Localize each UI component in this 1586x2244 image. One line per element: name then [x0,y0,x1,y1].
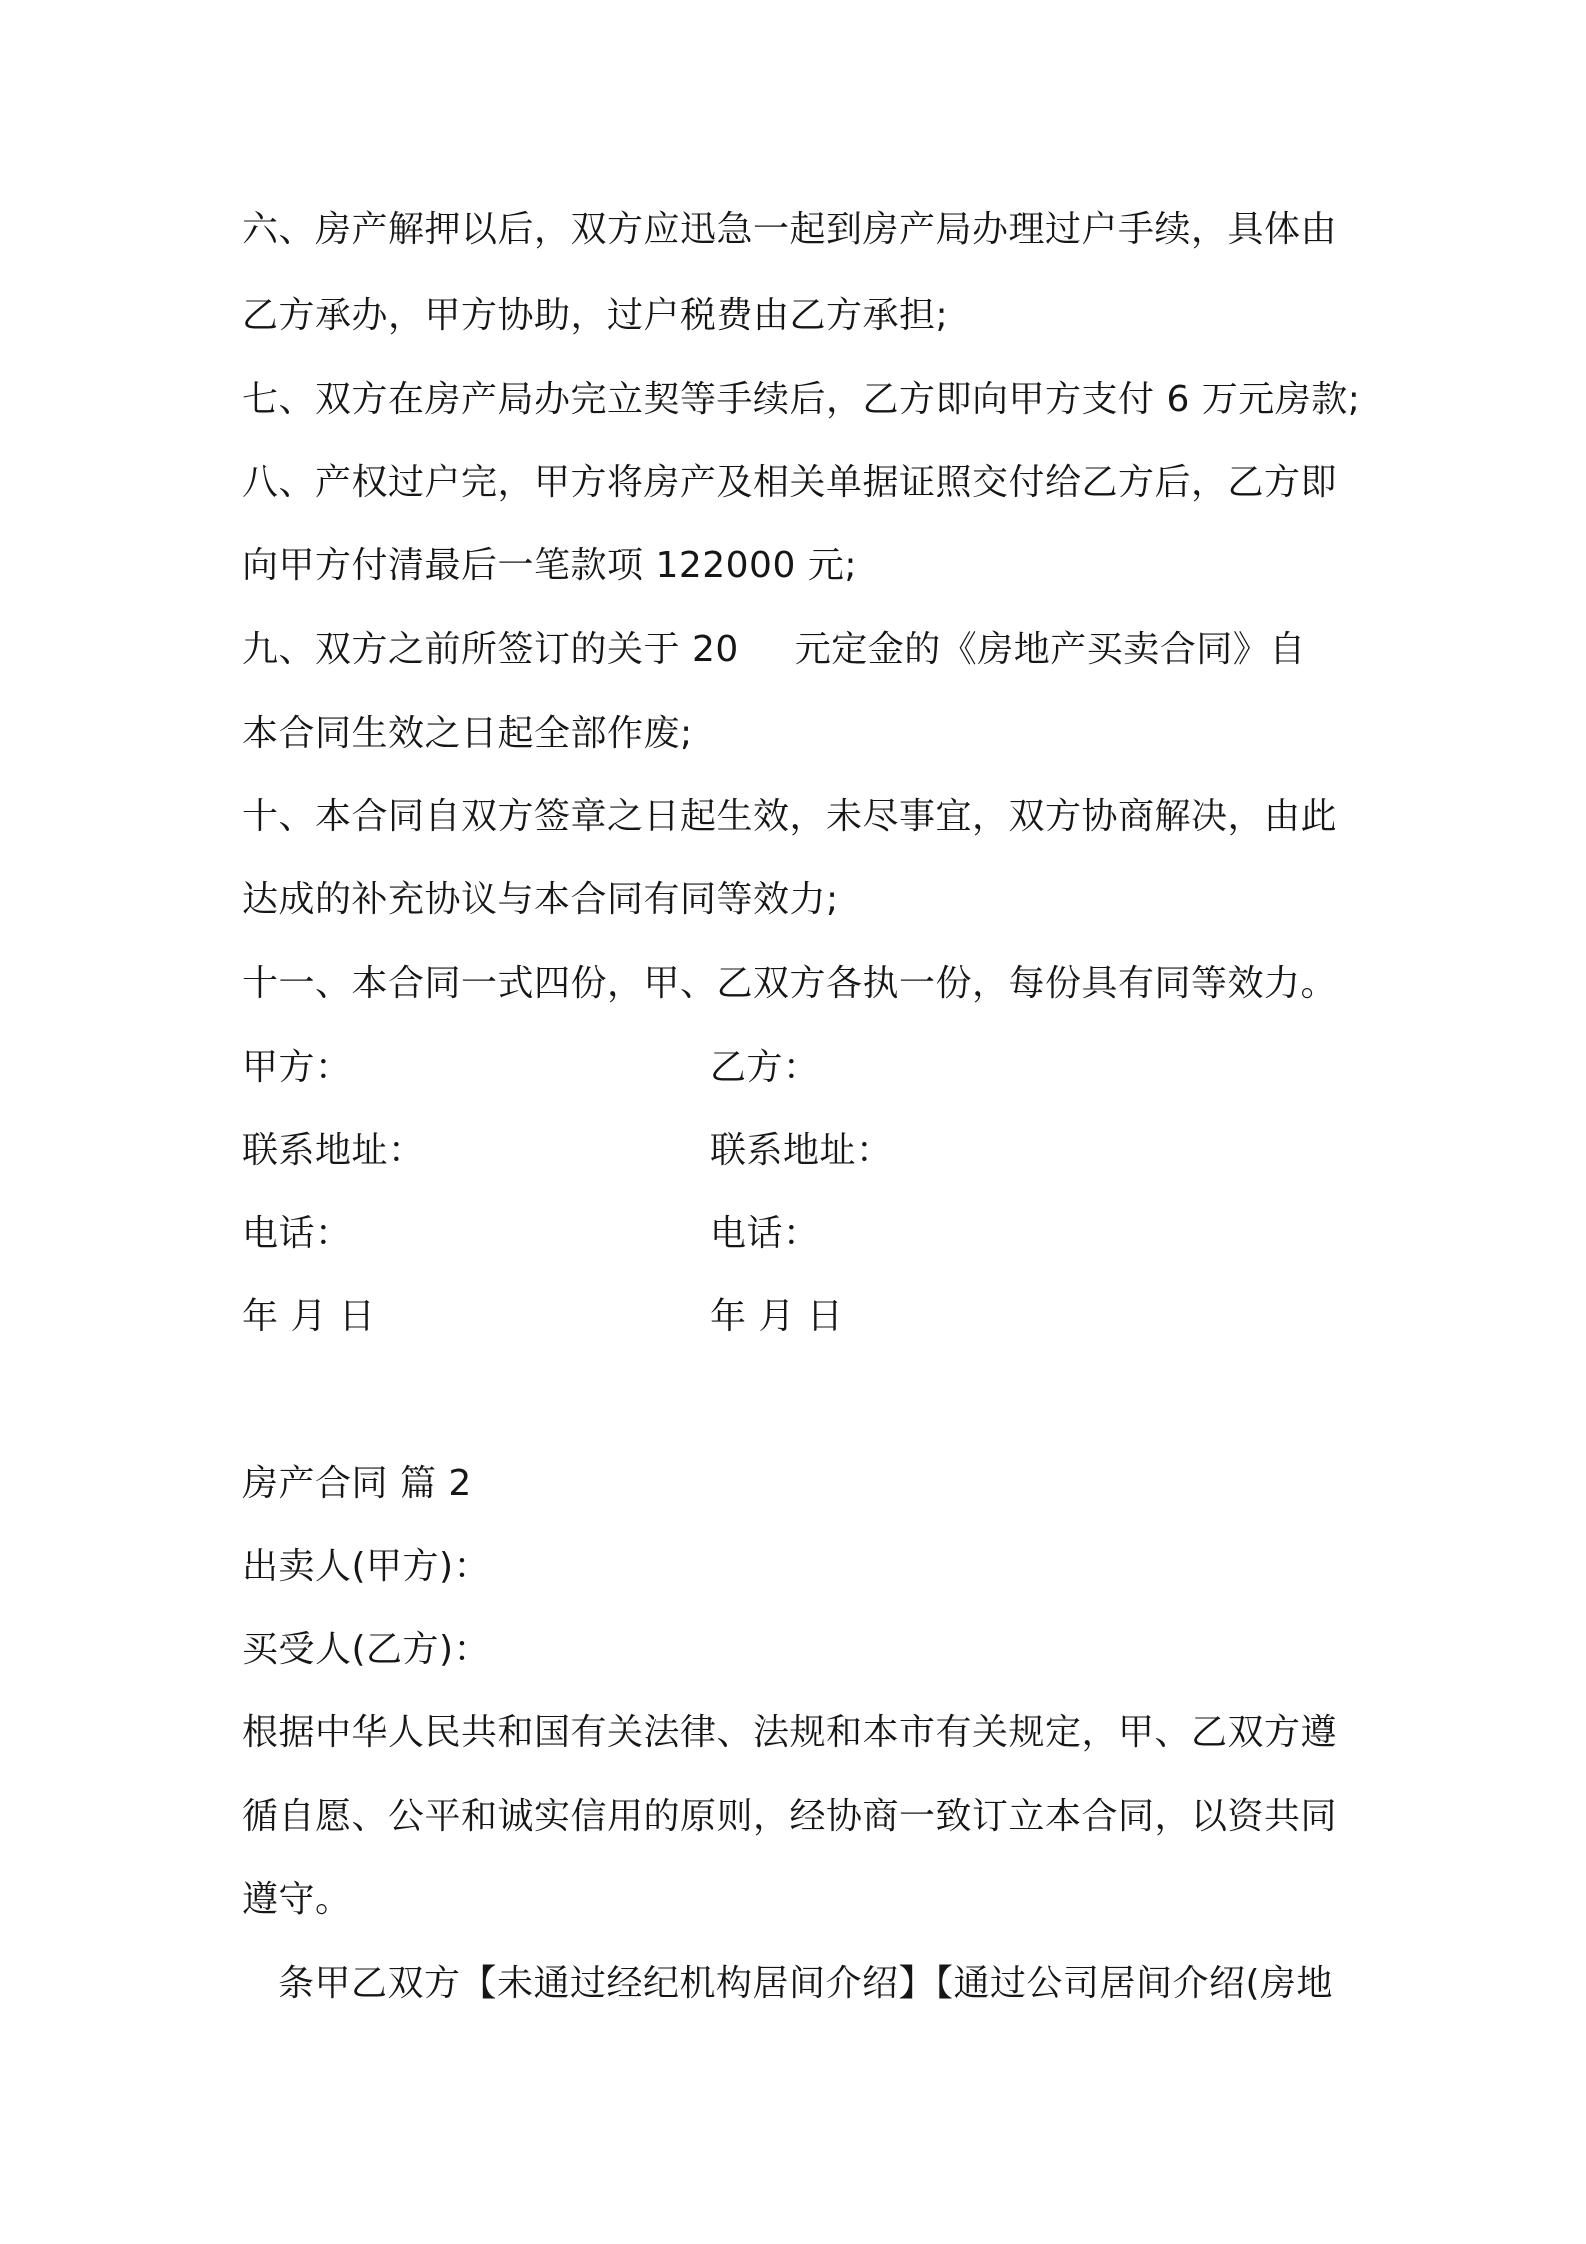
seller-label: 出卖人(甲方)： [242,1546,491,1587]
clause-7: 七、双方在房产局办完立契等手续后，乙方即向甲方支付 6 万元房款; [242,379,1361,420]
intro-line-3: 遵守。 [242,1879,352,1920]
contract-2-title: 房产合同 篇 2 [242,1463,472,1504]
first-clause-line: 条甲乙双方【未通过经纪机构居间介绍】【通过公司居间介绍(房地 [278,1963,1334,2004]
intro-line-1: 根据中华人民共和国有关法律、法规和本市有关规定，甲、乙双方遵 [242,1712,1338,1753]
clause-8-line-2: 向甲方付清最后一笔款项 122000 元; [242,545,857,586]
party-b-date: 年 月 日 [710,1296,844,1337]
buyer-label: 买受人(乙方)： [242,1629,491,1670]
clause-6-line-2: 乙方承办，甲方协助，过户税费由乙方承担; [242,295,949,336]
clause-10-line-2: 达成的补充协议与本合同有同等效力; [242,879,839,920]
clause-11: 十一、本合同一式四份，甲、乙双方各执一份，每份具有同等效力。 [242,963,1338,1004]
clause-10-line-1: 十、本合同自双方签章之日起生效，未尽事宜，双方协商解决，由此 [242,796,1338,837]
party-b-phone: 电话： [710,1213,820,1254]
clause-9-line-2: 本合同生效之日起全部作废; [242,713,693,754]
party-b-label: 乙方： [710,1047,820,1088]
party-a-phone: 电话： [242,1213,352,1254]
clause-6-line-1: 六、房产解押以后，双方应迅急一起到房产局办理过户手续，具体由 [242,209,1338,250]
clause-8-line-1: 八、产权过户完，甲方将房产及相关单据证照交付给乙方后，乙方即 [242,462,1338,503]
party-a-label: 甲方： [242,1047,352,1088]
clause-9-text-start: 九、双方之前所签订的关于 20 [242,629,739,670]
clause-9-text-end: 元定金的《房地产买卖合同》自 [794,629,1306,670]
party-a-address: 联系地址： [242,1130,425,1171]
party-b-address: 联系地址： [710,1130,893,1171]
clause-9-line-1 [242,628,1362,672]
party-a-date: 年 月 日 [242,1296,376,1337]
intro-line-2: 循自愿、公平和诚实信用的原则，经协商一致订立本合同，以资共同 [242,1796,1338,1837]
